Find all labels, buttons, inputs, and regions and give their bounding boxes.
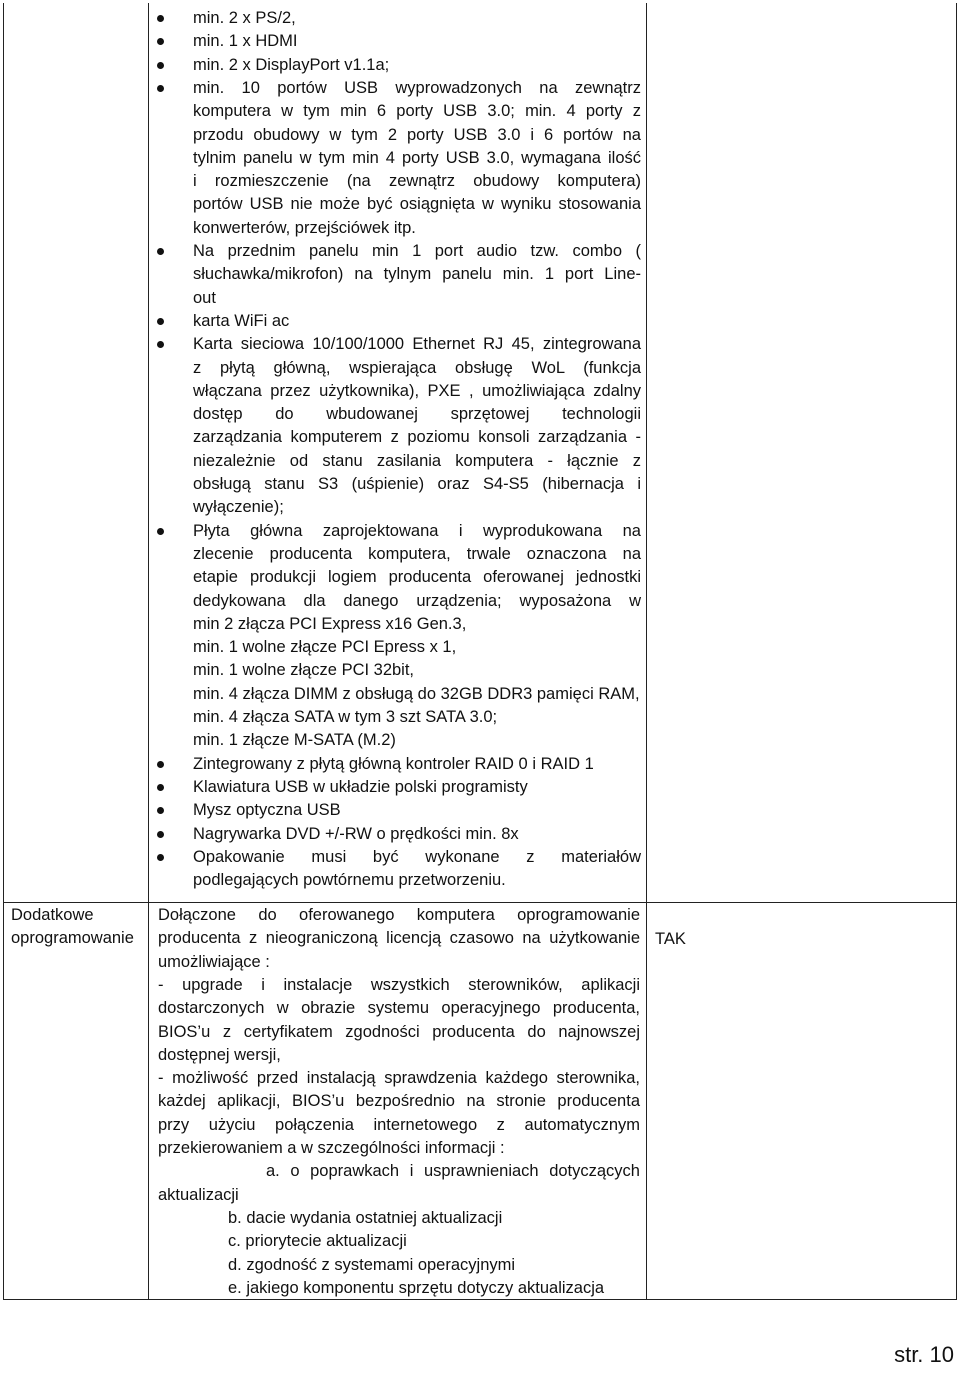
bullet-icon (157, 761, 164, 768)
list-item-line: Klawiatura USB w układzie polski programisty (193, 777, 528, 796)
list-item-line: tylnim panelu w tym min 4 porty USB 3.0, wymagana ilość (193, 148, 641, 167)
paragraph-line: - możliwość przed instalacją sprawdzenia każdego sterownika, (158, 1069, 640, 1088)
list-item-line: Na przednim panelu min 1 port audio tzw. combo ( (193, 242, 641, 260)
list-item-line: wyłączenie); (193, 498, 284, 517)
list-item-line: przodu obudowy w tym 2 porty USB 3.0 i 6 portów na (193, 125, 641, 144)
list-item-line: dedykowana dla danego urządzenia; wyposażona w (193, 591, 641, 610)
column-divider-1 (148, 3, 149, 1300)
list-item-line: min. 1 złącze M-SATA (M.2) (193, 731, 396, 750)
list-item-line: Płyta główna zaprojektowana i wyprodukowana na (193, 521, 641, 540)
list-item-line: podlegających powtórnemu przetworzeniu. (193, 871, 506, 890)
list-item-line: Mysz optyczna USB (193, 801, 341, 820)
row-divider (3, 902, 957, 903)
bullet-icon (157, 528, 164, 535)
sub-list-item: b. dacie wydania ostatniej aktualizacji (228, 1208, 503, 1227)
sub-list-item: a. o poprawkach i usprawnieniach dotyczących (266, 1162, 640, 1181)
bullet-icon (157, 784, 164, 791)
bullet-icon (157, 831, 164, 838)
list-item-line: niezależnie od stanu zasilania komputera - łącznie z (193, 451, 641, 470)
list-item-line: słuchawka/mikrofon) na tylnym panelu min. 1 port Line- (193, 265, 641, 284)
list-item-line: min. 2 x DisplayPort v1.1a; (193, 55, 390, 74)
list-item-line: dostęp do wbudowanej sprzętowej technologii (193, 405, 641, 424)
sub-list-item: aktualizacji (158, 1185, 239, 1204)
paragraph-line: umożliwiające : (158, 952, 270, 971)
row-label-line: oprogramowanie (11, 929, 134, 947)
table-border-left (3, 3, 4, 1300)
paragraph-line: przekierowaniem a w szczególności informacji : (158, 1139, 505, 1157)
sub-list-item: d. zgodność z systemami operacyjnymi (228, 1255, 516, 1274)
paragraph-line: BIOS’u z certyfikatem zgodności producenta do najnowszej (158, 1022, 640, 1041)
list-item-line: włączana przez użytkownika), PXE , umożliwiająca zdalny (193, 381, 641, 400)
list-item-line: Karta sieciowa 10/100/1000 Ethernet RJ 45, zintegrowana (193, 335, 641, 354)
list-item-line: Opakowanie musi być wykonane z materiałów (193, 847, 641, 866)
list-item-line: out (193, 288, 216, 307)
paragraph-line: - upgrade i instalacje wszystkich sterowników, aplikacji (158, 975, 640, 994)
list-item-line: min. 4 złącza SATA w tym 3 szt SATA 3.0; (193, 708, 498, 726)
list-item-line: obsługą stanu S3 (uśpienie) oraz S4-S5 (hibernacja i (193, 475, 641, 493)
list-item-line: min. 1 x HDMI (193, 32, 298, 51)
list-item-line: portów USB nie może być osiągnięta w wyniku stosowania (193, 195, 641, 214)
column-divider-2 (646, 3, 647, 1300)
paragraph-line: producenta z nieograniczoną licencją czasowo na użytkowanie (158, 929, 640, 948)
list-item-line: min. 2 x PS/2, (193, 9, 296, 27)
bullet-icon (157, 15, 164, 22)
paragraph-line: każdej aplikacji, BIOS’u bezpośrednio na stronie producenta (158, 1092, 640, 1111)
bullet-icon (157, 85, 164, 92)
paragraph-line: Dołączone do oferowanego komputera oprogramowanie (158, 906, 640, 924)
list-item-line: Nagrywarka DVD +/-RW o prędkości min. 8x (193, 824, 519, 843)
list-item-line: Zintegrowany z płytą główną kontroler RAID 0 i RAID 1 (193, 754, 594, 773)
bullet-icon (157, 62, 164, 69)
table-border-right (956, 3, 957, 1300)
list-item-line: zarządzania komputerem z poziomu konsoli zarządzania - (193, 428, 641, 447)
paragraph-line: dostarczonych w obrazie systemu operacyjnego producenta, (158, 999, 640, 1018)
list-item-line: i rozmieszczenie (na zewnątrz obudowy komputera) (193, 172, 641, 191)
bullet-icon (157, 318, 164, 325)
bullet-icon (157, 854, 164, 861)
list-item-line: karta WiFi ac (193, 311, 290, 330)
list-item-line: zlecenie producenta komputera, trwale oznaczona na (193, 544, 641, 563)
list-item-line: min. 10 portów USB wyprowadzonych na zewnątrz (193, 78, 641, 97)
bullet-icon (157, 248, 164, 255)
sub-list-item: c. priorytecie aktualizacji (228, 1232, 407, 1251)
compliance-value: TAK (655, 930, 686, 948)
list-item-line: komputera w tym min 6 porty USB 3.0; min. 4 porty z (193, 102, 641, 121)
list-item-line: z płytą główną, wspierająca obsługę WoL (funkcja (193, 358, 641, 377)
bullet-icon (157, 341, 164, 348)
bullet-icon (157, 38, 164, 45)
list-item-line: min 2 złącza PCI Express x16 Gen.3, (193, 614, 467, 633)
list-item-line: konwerterów, przejściówek itp. (193, 218, 416, 237)
sub-list-item: e. jakiego komponentu sprzętu dotyczy aktualizacja (228, 1278, 605, 1297)
paragraph-line: dostępnej wersji, (158, 1045, 281, 1064)
page-number: str. 10 (894, 1342, 954, 1367)
list-item-line: etapie produkcji logiem producenta oferowanej jednostki (193, 568, 641, 587)
list-item-line: min. 1 wolne złącze PCI 32bit, (193, 661, 415, 680)
list-item-line: min. 4 złącza DIMM z obsługą do 32GB DDR3 pamięci RAM, (193, 684, 640, 703)
row-label-line: Dodatkowe (11, 906, 94, 924)
list-item-line: min. 1 wolne złącze PCI Epress x 1, (193, 638, 457, 657)
paragraph-line: przy użyciu połączenia internetowego z automatycznym (158, 1115, 640, 1134)
bullet-icon (157, 807, 164, 814)
